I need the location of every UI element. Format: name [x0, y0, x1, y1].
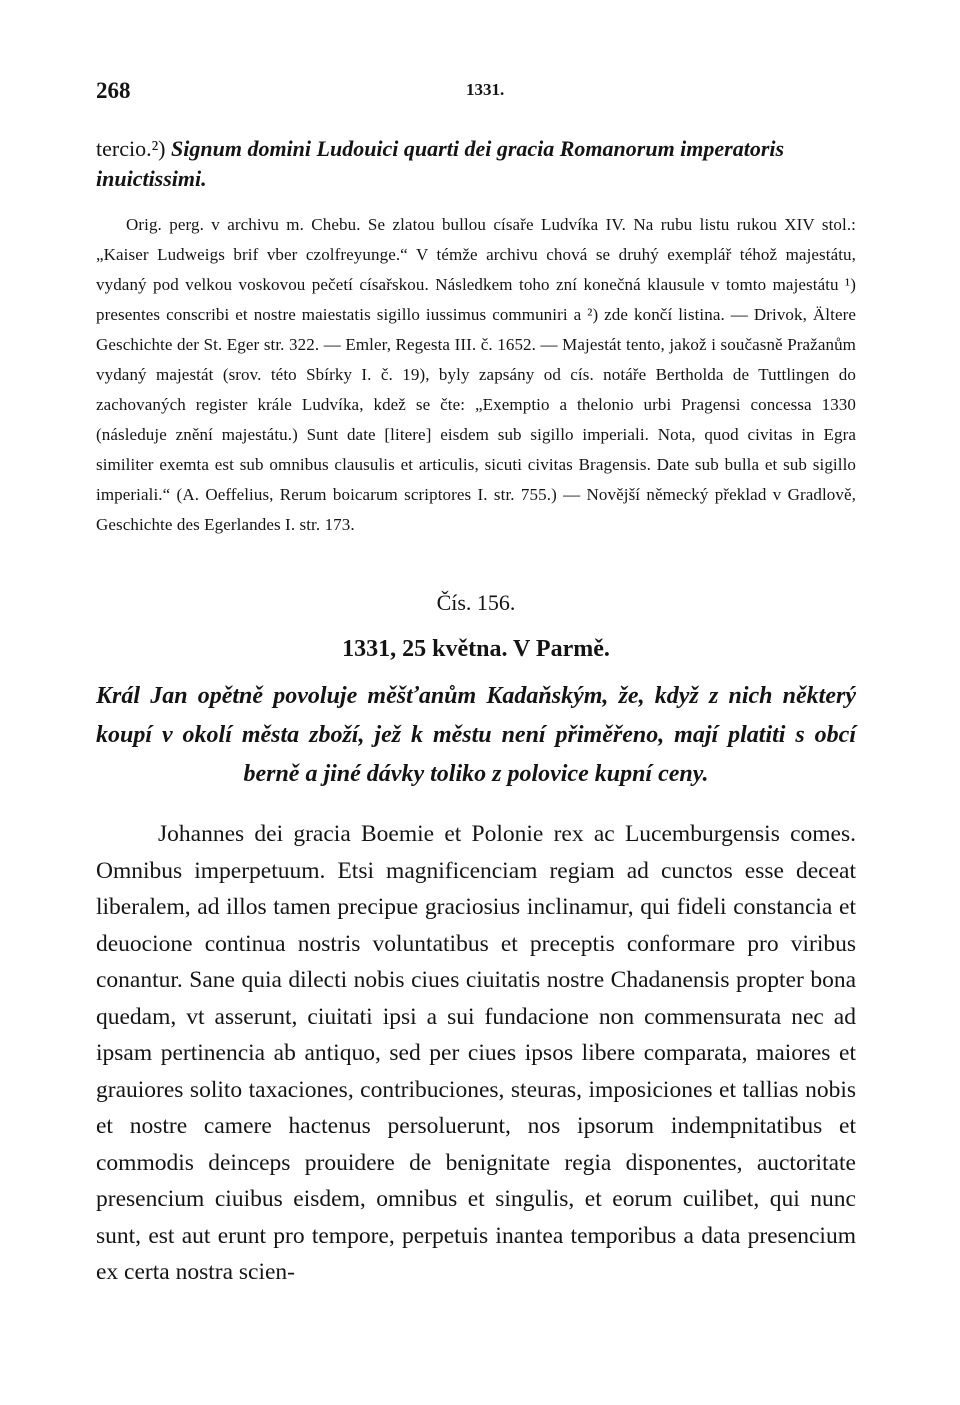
running-head [96, 70, 856, 110]
page-number: 268 [96, 78, 131, 103]
closing-lead: tercio.²) [96, 136, 166, 161]
signum-line: Signum domini Ludouici quarti dei gracia Romanorum imperatoris inuictissimi. [96, 136, 785, 191]
running-year: 1331. [466, 80, 505, 99]
document-number: Čís. 156. [436, 590, 516, 615]
charter-text: Johannes dei gracia Boemie et Polonie rex ac Lucemburgensis comes. Omnibus imperpetuum. Etsi magnificenciam regiam ad cunctos esse deceat liberalem, ad illos tamen precipue graciosius inclinamur, qui fideli constancia et deuocione continua nostris voluntatibus et preceptis conformare pro viribus conantur. Sane quia dilecti nobis ciues ciuitatis nostre Chadanensis propter bona quedam, vt asserunt, ciuitati ipsi a sui fundacione non commensurata nec ad ipsam pertinencia ab antiquo, sed per ciues ipsos libere comparata, maiores et grauiores solito taxaciones, contribuciones, steuras, imposiciones et tallias nobis et nostre camere hactenus persoluerunt, nos ipsorum indempnitatibus et commodis deinceps prouidere de benignitate regia disponentes, auctoritate presencium ciuibus eisdem, omnibus et singulis, et eorum cuilibet, qui nunc sunt, est aut erunt pro tempore, perpetuis inantea temporibus a data presencium ex certa nostra scien- [96, 821, 856, 1285]
closing-paragraph [96, 134, 856, 194]
book-page [96, 70, 856, 1291]
editorial-notes: Orig. perg. v archivu m. Chebu. Se zlatou bullou císaře Ludvíka IV. Na rubu listu rukou XIV stol.: „Kaiser Ludweigs brif vber czolfreyunge.“ V témže archivu chová se druhý exemplář téhož majestátu, vydaný pod velkou voskovou pečetí císařskou. Následkem toho zní konečná klausule v tomto majestátu ¹) presentes conscribi et nostre maiestatis sigillo iussimus communiri a ²) zde končí listina. — Drivok, Ältere Geschichte der St. Eger str. 322. — Emler, Regesta III. č. 1652. — Majestát tento, jakož i současně Pražanům vydaný majestát (srov. této Sbírky I. č. 19), byly zapsány od cís. notáře Bertholda de Tuttlingen do zachovaných register krále Ludvíka, kdež se čte: „Exemptio a thelonio urbi Pragensi concessa 1330 (následuje znění majestátu.) Sunt date [litere] eisdem sub sigillo imperiali. Nota, quod civitas in Egra similiter exemta est sub omnibus clausulis et articulis, sicuti civitas Bragensis. Date sub bulla et sub sigillo imperiali.“ (A. Oeffelius, Rerum boicarum scriptores I. str. 755.) — Novější německý překlad v Gradlově, Geschichte des Egerlandes I. str. 173. [96, 215, 856, 534]
regest-summary: Král Jan opětně povoluje měšťanům Kadaňským, že, když z nich některý koupí v okolí města zboží, jež k městu není přiměřeno, mají platiti s obcí berně a jiné dávky toliko z polovice kupní ceny. [96, 683, 856, 787]
document-date: 1331, 25 května. V Parmě. [342, 636, 610, 662]
